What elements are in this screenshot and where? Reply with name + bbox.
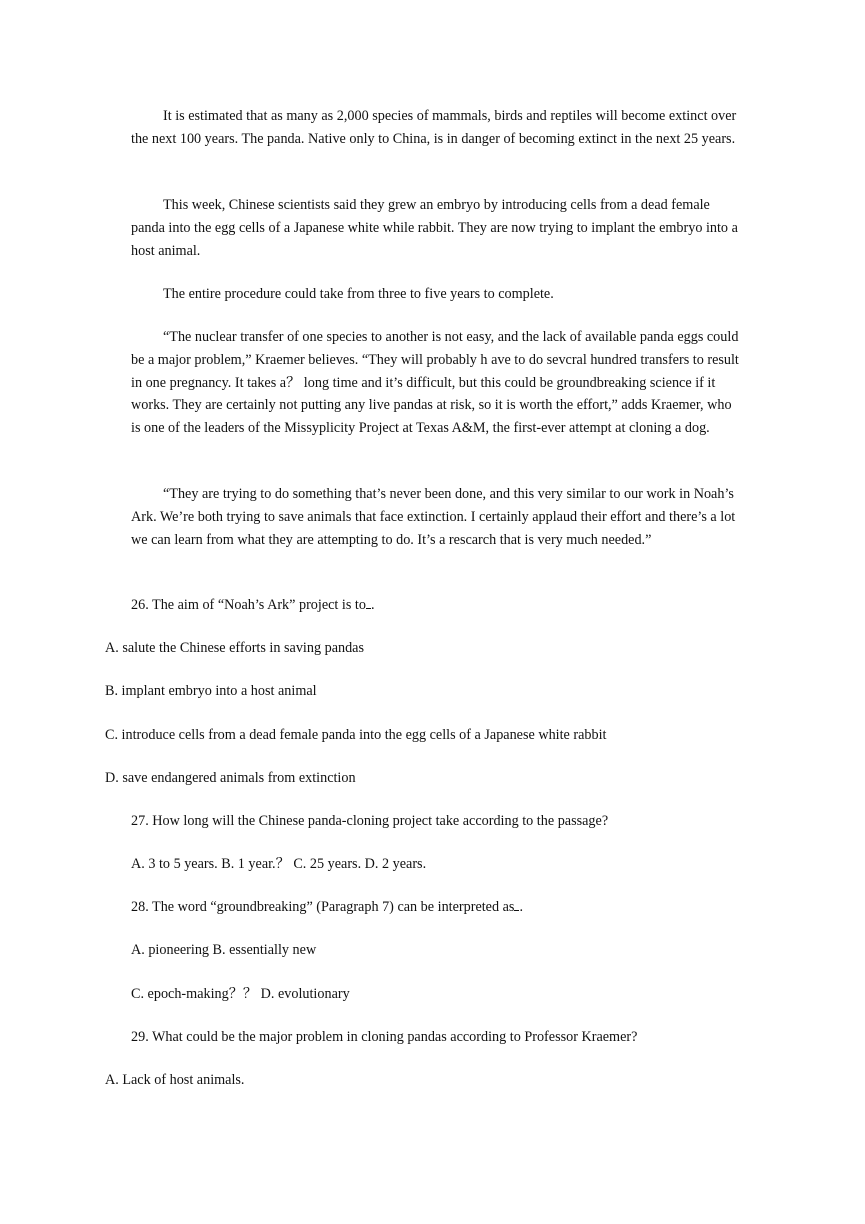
question-28-end: . — [519, 899, 523, 915]
question-26-option-d: D. save endangered animals from extinction — [105, 770, 356, 786]
passage-paragraph-3: The entire procedure could take from three to five years to complete. — [163, 286, 554, 302]
question-26-text: 26. The aim of “Noah’s Ark” project is to — [131, 597, 366, 613]
question-28-text: 28. The word “groundbreaking” (Paragraph 7) can be interpreted as — [131, 899, 515, 915]
question-28-stem — [131, 897, 523, 917]
question-29-option-a: A. Lack of host animals. — [105, 1072, 245, 1088]
passage-paragraph-4: “The nuclear transfer of one species to another is not easy, and the lack of available panda eggs could be a major problem,” Kraemer believes. “They will probably h ave to do sevcral hundred transfers to result in one pregnancy. It takes a？ long time and it’s difficult, but this could be groundbreaking science if it works. They are certainly not putting any live pandas at risk, so it is worth the effort,” adds Kraemer, who is one of the leaders of the Missyplicity Project at Texas A&M, the first-ever attempt at cloning a dog. — [131, 329, 739, 437]
question-26-end: . — [370, 597, 375, 613]
question-26-stem — [131, 595, 375, 615]
question-26-option-c: C. introduce cells from a dead female panda into the egg cells of a Japanese white rabbit — [105, 727, 607, 743]
passage-paragraph-5: “They are trying to do something that’s never been done, and this very similar to our work in Noah’s Ark. We’re both trying to save animals that face extinction. I certainly applaud their effort and there’s a lot we can learn from what they are attempting to do. It’s a rescarch that is very much needed.” — [131, 486, 736, 548]
question-27-stem: 27. How long will the Chinese panda-cloning project take according to the passage? — [131, 813, 609, 829]
passage-paragraph-2: This week, Chinese scientists said they grew an embryo by introducing cells from a dead female panda into the egg cells of a Japanese white while rabbit. They are now trying to implant the embryo into a host animal. — [131, 197, 738, 259]
question-26-option-a: A. salute the Chinese efforts in saving pandas — [105, 640, 364, 656]
question-29-stem: 29. What could be the major problem in cloning pandas according to Professor Kraemer? — [131, 1029, 638, 1045]
question-27-options: A. 3 to 5 years. B. 1 year.？ C. 25 years. D. 2 years. — [131, 856, 427, 872]
question-28-options-row-1: A. pioneering B. essentially new — [131, 942, 317, 958]
passage-paragraph-1: It is estimated that as many as 2,000 species of mammals, birds and reptiles will become extinct over the next 100 years. The panda. Native only to China, is in danger of becoming extinct in the next 25 years. — [131, 108, 737, 147]
question-26-option-b: B. implant embryo into a host animal — [105, 683, 317, 699]
question-28-options-row-2: C. epoch-making？？ D. evolutionary — [131, 986, 350, 1002]
